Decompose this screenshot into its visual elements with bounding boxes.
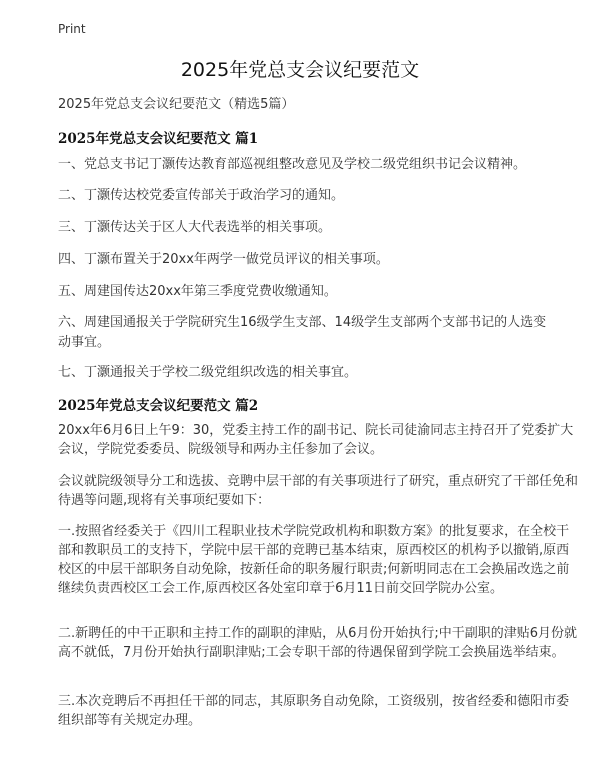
intro-text: 2025年党总支会议纪要范文（精选5篇） xyxy=(58,97,295,112)
paragraph: 一.按照省经委关于《四川工程职业技术学院党政机构和职数方案》的批复要求，在全校干部和教职员工的支持下，学院中层干部的竞聘已基本结束，原西校区的机构予以撤销,原西校区的中层干部职务自动免除，按新任命的职务履行职责;何新明同志在工会换届改选之前继续负责西校区工会工作,原西校区各处室印章于6月11日前交回学院办公室。 xyxy=(58,524,570,596)
section-heading-1: 2025年党总支会议纪要范文 篇1 xyxy=(58,131,259,147)
paragraph: 二.新聘任的中干正职和主持工作的副职的津贴，从6月份开始执行;中干副职的津贴6月份就高不就低，7月份开始执行副职津贴;工会专职干部的待遇保留到学院工会换届选举结束。 xyxy=(58,626,578,660)
page-title: 2025年党总支会议纪要范文 xyxy=(180,59,420,81)
list-item: 五、周建国传达20xx年第三季度党费收缴通知。 xyxy=(58,284,337,299)
list-item: 七、丁灏通报关于学校二级党组织改选的相关事宜。 xyxy=(58,365,358,380)
paragraph: 三.本次竞聘后不再担任干部的同志，其原职务自动免除，工资级别，按省经委和德阳市委组织部等有关规定办理。 xyxy=(58,694,570,728)
section-heading-2: 2025年党总支会议纪要范文 篇2 xyxy=(58,398,259,414)
list-item: 一、党总支书记丁灏传达教育部巡视组整改意见及学校二级党组织书记会议精神。 xyxy=(58,157,527,172)
print-link[interactable]: Print xyxy=(58,22,86,36)
paragraph: 20xx年6月6日上午9：30，党委主持工作的副书记、院长司徒渝同志主持召开了党委扩大会议，学院党委委员、院级领导和两办主任参加了会议。 xyxy=(58,423,574,457)
paragraph: 会议就院级领导分工和选拔、竞聘中层干部的有关事项进行了研究，重点研究了干部任免和待遇等问题,现将有关事项纪要如下： xyxy=(58,474,579,508)
list-item: 四、丁灏布置关于20xx年两学一做党员评议的相关事项。 xyxy=(58,252,389,267)
list-item: 三、丁灏传达关于区人大代表选举的相关事项。 xyxy=(58,220,332,235)
list-item: 二、丁灏传达校党委宣传部关于政治学习的通知。 xyxy=(58,188,345,203)
list-item: 六、周建国通报关于学院研究生16级学生支部、14级学生支部两个支部书记的人选变动事宜。 xyxy=(58,315,547,350)
